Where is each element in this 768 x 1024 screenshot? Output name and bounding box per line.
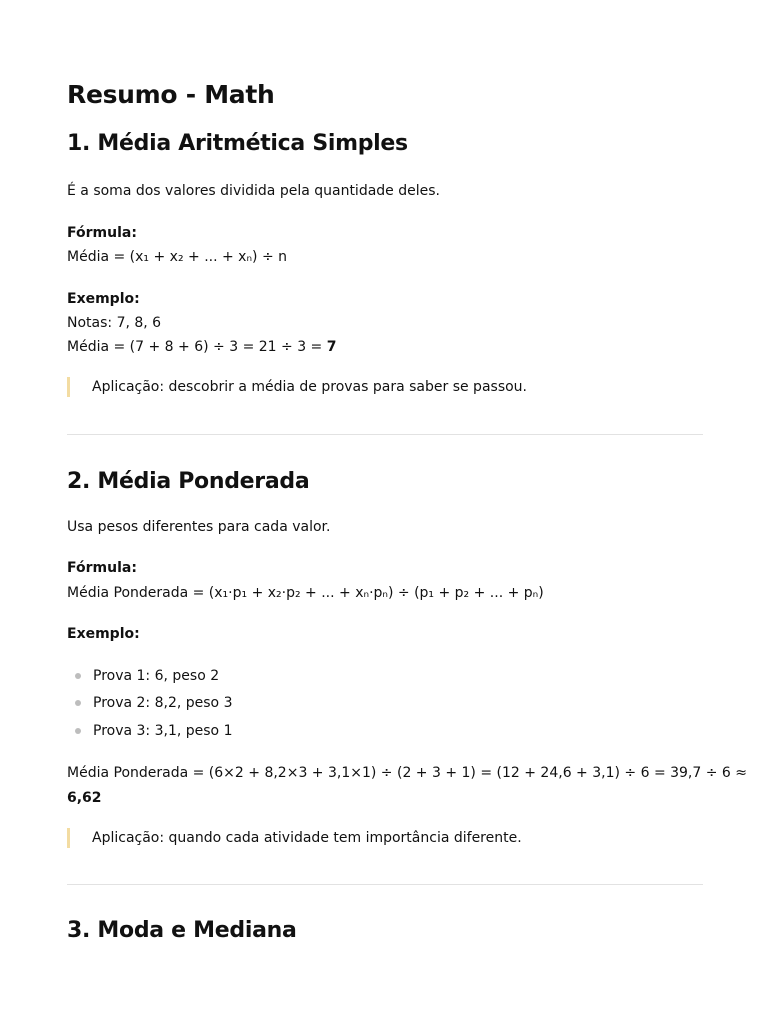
weighted-result: 6,62 — [67, 790, 102, 806]
list-item: Prova 1: 6, peso 2 — [93, 668, 220, 684]
application-quote: Aplicação: quando cada atividade tem importância diferente. — [67, 828, 712, 848]
formula-text: Média Ponderada = (x₁·p₁ + x₂·p₂ + ... + xₙ·pₙ) ÷ (p₁ + p₂ + ... + pₙ) — [67, 585, 544, 601]
example-result: 7 — [326, 339, 337, 355]
section-description: É a soma dos valores dividida pela quantidade deles. — [67, 183, 440, 199]
example-label: Exemplo: — [67, 626, 140, 642]
example-calculation-text: Média = (7 + 8 + 6) ÷ 3 = 21 ÷ 3 = — [67, 339, 327, 355]
formula-label: Fórmula: — [67, 225, 137, 241]
section-divider — [67, 884, 703, 885]
example-calculation — [67, 337, 337, 357]
section-heading: 1. Média Aritmética Simples — [67, 131, 408, 156]
formula-text: Média = (x₁ + x₂ + ... + xₙ) ÷ n — [67, 249, 288, 265]
formula-label: Fórmula: — [67, 560, 137, 576]
section-divider — [67, 434, 703, 435]
example-label: Exemplo: — [67, 291, 140, 307]
section-heading: 3. Moda e Mediana — [67, 918, 297, 943]
example-line: Notas: 7, 8, 6 — [67, 315, 162, 331]
list-item: Prova 3: 3,1, peso 1 — [93, 723, 233, 739]
list-item: Prova 2: 8,2, peso 3 — [93, 695, 233, 711]
bullet-dot — [75, 673, 81, 679]
page-title: Resumo - Math — [67, 80, 275, 109]
section-description: Usa pesos diferentes para cada valor. — [67, 519, 331, 535]
bullet-dot — [75, 728, 81, 734]
application-quote: Aplicação: descobrir a média de provas para saber se passou. — [67, 377, 712, 397]
weighted-calculation: Média Ponderada = (6×2 + 8,2×3 + 3,1×1) ÷ (2 + 3 + 1) = (12 + 24,6 + 3,1) ÷ 6 = 39,7 ÷ 6 ≈ — [67, 765, 748, 781]
section-heading: 2. Média Ponderada — [67, 469, 310, 494]
bullet-dot — [75, 700, 81, 706]
